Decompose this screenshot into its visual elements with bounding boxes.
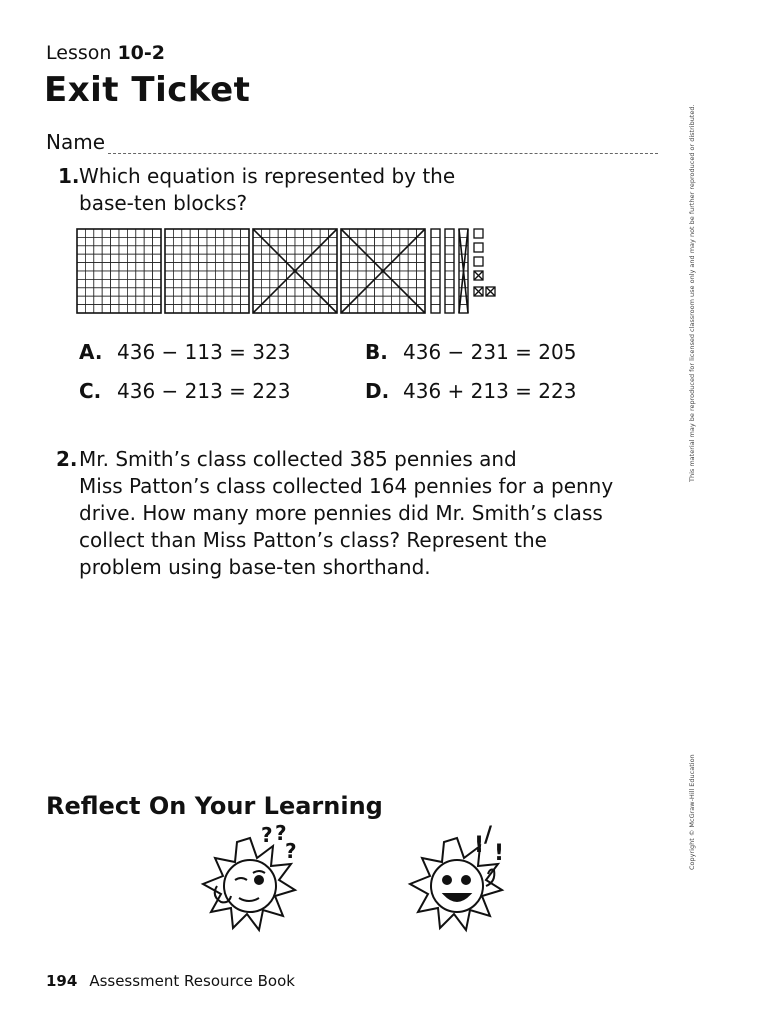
lesson-label-text: Lesson — [46, 42, 112, 64]
question-1-line-2: base-ten blocks? — [79, 191, 248, 215]
svg-text:!: ! — [474, 833, 485, 858]
option-b[interactable] — [365, 340, 576, 364]
question-2-line-1: Mr. Smith’s class collected 385 pennies and — [79, 447, 517, 471]
svg-text:?: ? — [275, 821, 287, 845]
page-number: 194 — [46, 972, 78, 990]
copyright-note: Copyright © McGraw-Hill Education — [688, 754, 696, 870]
option-a-letter: A. — [79, 340, 103, 364]
option-d-letter: D. — [365, 379, 390, 403]
option-c[interactable] — [79, 379, 290, 403]
svg-text:!: ! — [494, 841, 505, 866]
license-note: This material may be reproduced for licensed classroom use only and may not be further reproduced or distributed. — [688, 104, 696, 482]
ones-cube — [474, 229, 483, 238]
footer — [46, 972, 295, 990]
question-2-line-4: collect than Miss Patton’s class? Represent the — [79, 528, 547, 552]
name-label: Name — [46, 130, 106, 154]
question-2-line-3: drive. How many more pennies did Mr. Smith’s class — [79, 501, 603, 525]
lesson-number: 10-2 — [117, 42, 165, 64]
question-1-number: 1. — [58, 164, 80, 188]
option-c-text: 436 − 213 = 223 — [117, 379, 291, 403]
svg-text:?: ? — [285, 839, 297, 863]
ones-cube — [474, 287, 483, 296]
option-a[interactable] — [79, 340, 290, 364]
hundreds-flat — [253, 229, 337, 313]
hundreds-flat — [165, 229, 249, 313]
base-ten-blocks — [0, 0, 768, 330]
reflect-title: Reflect On Your Learning — [46, 792, 383, 820]
option-a-text: 436 − 113 = 323 — [117, 340, 291, 364]
option-d[interactable] — [365, 379, 576, 403]
svg-text:/: / — [484, 823, 493, 848]
ones-cube — [474, 271, 483, 280]
svg-text:?: ? — [261, 823, 273, 847]
ones-cube — [474, 257, 483, 266]
question-2-text — [79, 446, 613, 581]
book-title: Assessment Resource Book — [89, 972, 295, 990]
hundreds-flat — [77, 229, 161, 313]
hundreds-flat — [341, 229, 425, 313]
ones-cube — [486, 287, 495, 296]
question-1-line-1: Which equation is represented by the — [79, 164, 456, 188]
tens-rod — [445, 229, 454, 313]
question-2-number: 2. — [56, 447, 78, 471]
option-d-text: 436 + 213 = 223 — [403, 379, 577, 403]
option-b-text: 436 − 231 = 205 — [403, 340, 577, 364]
option-b-letter: B. — [365, 340, 388, 364]
question-2-line-2: Miss Patton’s class collected 164 pennies for a penny — [79, 474, 614, 498]
page-title: Exit Ticket — [44, 70, 251, 110]
confused-sun-icon[interactable] — [195, 821, 305, 938]
ones-cube — [474, 243, 483, 252]
question-2-line-5: problem using base-ten shorthand. — [79, 555, 431, 579]
option-c-letter: C. — [79, 379, 102, 403]
tens-rod — [459, 229, 468, 313]
tens-rod — [431, 229, 440, 313]
happy-sun-icon[interactable] — [402, 823, 512, 938]
